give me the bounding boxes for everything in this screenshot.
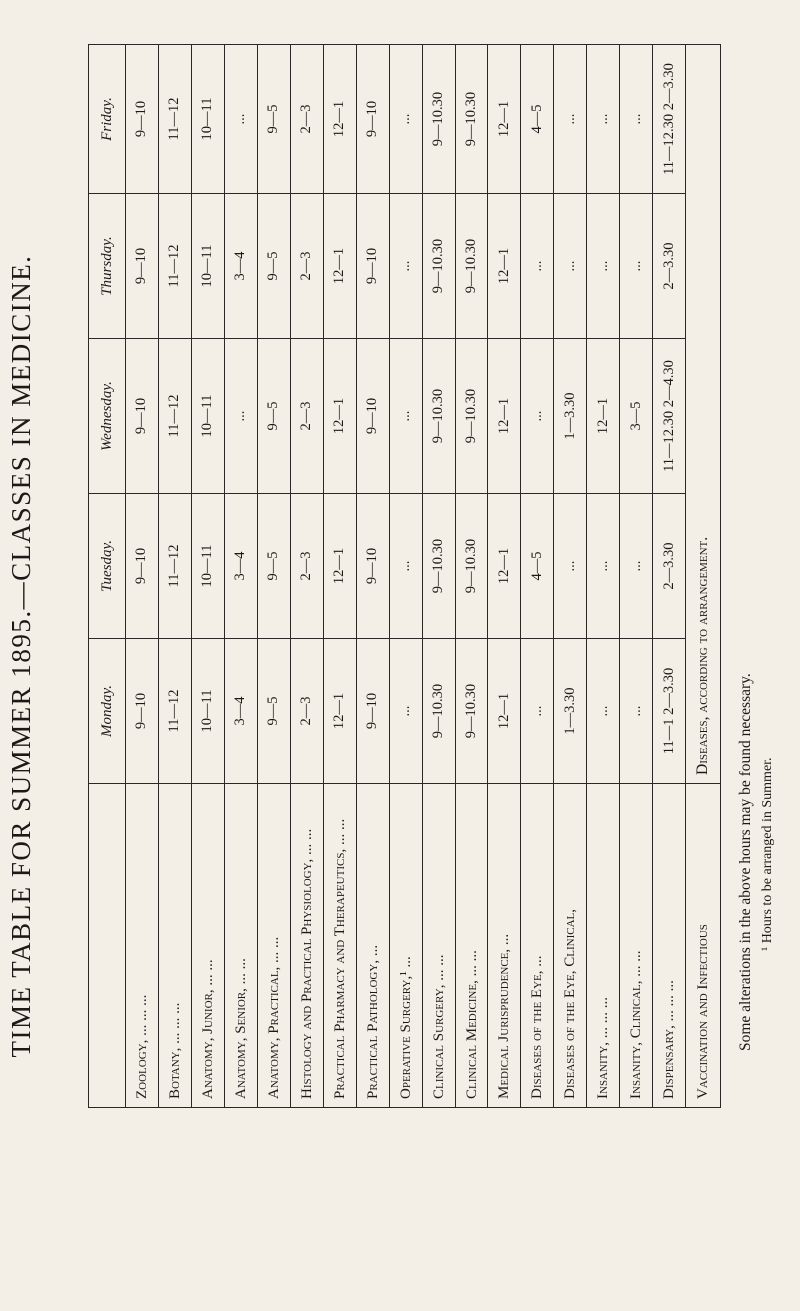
- time-cell-wednesday: 12—1: [323, 339, 356, 494]
- time-cell-friday: 11—12.30 2—3.30: [653, 45, 686, 194]
- time-cell-tuesday: 9—10: [356, 494, 389, 639]
- time-cell-thursday: 9—10: [356, 194, 389, 339]
- subject-cell: Dispensary, ... ... ...: [653, 784, 686, 1108]
- table-row: [653, 45, 686, 1108]
- table-row: [422, 45, 455, 1108]
- time-cell-monday: ...: [521, 639, 554, 784]
- table-row: [488, 45, 521, 1108]
- table-row: [191, 45, 224, 1108]
- time-cell-friday: 9—10.30: [455, 45, 488, 194]
- time-cell-friday: 9—5: [257, 45, 290, 194]
- time-cell-thursday: 11—12: [158, 194, 191, 339]
- time-cell-monday: 9—10.30: [422, 639, 455, 784]
- time-cell-thursday: 9—10.30: [422, 194, 455, 339]
- time-cell-thursday: 2—3.30: [653, 194, 686, 339]
- time-cell-friday: 11—12: [158, 45, 191, 194]
- header-monday: Monday.: [89, 639, 126, 784]
- time-cell-wednesday: 2—3: [290, 339, 323, 494]
- time-cell-tuesday: 9—10.30: [422, 494, 455, 639]
- time-cell-wednesday: 9—10: [356, 339, 389, 494]
- time-cell-tuesday: 9—10: [126, 494, 159, 639]
- table-row: [389, 45, 422, 1108]
- table-row: [521, 45, 554, 1108]
- time-cell-tuesday: 9—5: [257, 494, 290, 639]
- table-row: [158, 45, 191, 1108]
- footnote-hours: ¹ Hours to be arranged in Summer.: [760, 757, 775, 951]
- subject-cell: Insanity, ... ... ...: [587, 784, 620, 1108]
- time-cell-wednesday: ...: [224, 339, 257, 494]
- subject-cell: Clinical Medicine, ... ...: [455, 784, 488, 1108]
- time-cell-tuesday: ...: [389, 494, 422, 639]
- time-cell-monday: ...: [620, 639, 653, 784]
- table-row: [257, 45, 290, 1108]
- time-cell-tuesday: ...: [554, 494, 587, 639]
- time-cell-wednesday: 9—10.30: [422, 339, 455, 494]
- time-cell-tuesday: ...: [587, 494, 620, 639]
- time-cell-tuesday: 4—5: [521, 494, 554, 639]
- time-cell-monday: 1—3.30: [554, 639, 587, 784]
- header-friday: Friday.: [89, 45, 126, 194]
- subject-cell: Anatomy, Junior, ... ...: [191, 784, 224, 1108]
- time-cell-friday: 4—5: [521, 45, 554, 194]
- time-cell-wednesday: ...: [521, 339, 554, 494]
- time-cell-friday: ...: [587, 45, 620, 194]
- time-cell-tuesday: 11—12: [158, 494, 191, 639]
- time-cell-wednesday: 11—12: [158, 339, 191, 494]
- arrangement-note: Diseases, according to arrangement.: [686, 45, 721, 784]
- subject-cell: Anatomy, Senior, ... ...: [224, 784, 257, 1108]
- table-row: [290, 45, 323, 1108]
- time-cell-monday: ...: [587, 639, 620, 784]
- time-cell-tuesday: 2—3: [290, 494, 323, 639]
- header-subject: [89, 784, 126, 1108]
- footnote-alterations: Some alterations in the above hours may be found necessary.: [737, 673, 754, 1051]
- time-cell-monday: ...: [389, 639, 422, 784]
- subject-cell: Practical Pathology, ...: [356, 784, 389, 1108]
- time-cell-thursday: ...: [587, 194, 620, 339]
- time-cell-friday: ...: [620, 45, 653, 194]
- time-cell-monday: 12—1: [488, 639, 521, 784]
- time-cell-thursday: 3—4: [224, 194, 257, 339]
- header-wednesday: Wednesday.: [89, 339, 126, 494]
- time-cell-tuesday: 3—4: [224, 494, 257, 639]
- time-cell-friday: 12—1: [488, 45, 521, 194]
- time-cell-tuesday: 10—11: [191, 494, 224, 639]
- time-cell-wednesday: 12—1: [488, 339, 521, 494]
- time-cell-wednesday: 12—1: [587, 339, 620, 494]
- time-cell-thursday: 9—10: [126, 194, 159, 339]
- table-row: [224, 45, 257, 1108]
- time-cell-friday: 2—3: [290, 45, 323, 194]
- time-cell-monday: 9—10: [356, 639, 389, 784]
- table-row: [587, 45, 620, 1108]
- time-cell-friday: ...: [224, 45, 257, 194]
- time-cell-monday: 12—1: [323, 639, 356, 784]
- time-cell-monday: 9—5: [257, 639, 290, 784]
- time-cell-monday: 10—11: [191, 639, 224, 784]
- subject-cell: Botany, ... ... ...: [158, 784, 191, 1108]
- time-cell-monday: 11—12: [158, 639, 191, 784]
- subject-cell: Vaccination and Infectious: [686, 784, 721, 1108]
- time-cell-monday: 9—10.30: [455, 639, 488, 784]
- time-cell-friday: 12—1: [323, 45, 356, 194]
- time-cell-friday: 10—11: [191, 45, 224, 194]
- time-cell-thursday: 12—1: [323, 194, 356, 339]
- header-thursday: Thursday.: [89, 194, 126, 339]
- time-cell-thursday: ...: [554, 194, 587, 339]
- last-row: [686, 45, 721, 1108]
- subject-cell: Clinical Surgery, ... ...: [422, 784, 455, 1108]
- time-cell-tuesday: 12—1: [323, 494, 356, 639]
- time-cell-tuesday: 12—1: [488, 494, 521, 639]
- time-cell-wednesday: 9—10.30: [455, 339, 488, 494]
- header-row: [89, 45, 126, 1108]
- time-cell-wednesday: 9—5: [257, 339, 290, 494]
- subject-cell: Histology and Practical Physiology, ... ...: [290, 784, 323, 1108]
- subject-cell: Diseases of the Eye, Clinical,: [554, 784, 587, 1108]
- page-title: TIME TABLE FOR SUMMER 1895.—CLASSES IN MEDICINE.: [6, 254, 36, 1058]
- time-cell-friday: 9—10.30: [422, 45, 455, 194]
- time-cell-thursday: 9—5: [257, 194, 290, 339]
- time-cell-thursday: 9—10.30: [455, 194, 488, 339]
- time-cell-wednesday: 10—11: [191, 339, 224, 494]
- header-tuesday: Tuesday.: [89, 494, 126, 639]
- time-cell-friday: 9—10: [126, 45, 159, 194]
- time-cell-tuesday: 2—3.30: [653, 494, 686, 639]
- time-cell-thursday: ...: [521, 194, 554, 339]
- table-row: [455, 45, 488, 1108]
- time-cell-thursday: ...: [389, 194, 422, 339]
- time-cell-thursday: 2—3: [290, 194, 323, 339]
- time-cell-wednesday: ...: [389, 339, 422, 494]
- table-row: [356, 45, 389, 1108]
- time-cell-thursday: 12—1: [488, 194, 521, 339]
- time-cell-monday: 3—4: [224, 639, 257, 784]
- time-cell-wednesday: 3—5: [620, 339, 653, 494]
- table-row: [620, 45, 653, 1108]
- time-cell-wednesday: 1—3.30: [554, 339, 587, 494]
- time-cell-wednesday: 9—10: [126, 339, 159, 494]
- time-cell-tuesday: 9—10.30: [455, 494, 488, 639]
- subject-cell: Zoology, ... ... ...: [126, 784, 159, 1108]
- timetable: [88, 44, 721, 1108]
- subject-cell: Operative Surgery,¹ ...: [389, 784, 422, 1108]
- time-cell-monday: 2—3: [290, 639, 323, 784]
- time-cell-wednesday: 11—12.30 2—4.30: [653, 339, 686, 494]
- time-cell-friday: ...: [389, 45, 422, 194]
- time-cell-thursday: 10—11: [191, 194, 224, 339]
- time-cell-monday: 11—1 2—3.30: [653, 639, 686, 784]
- time-cell-monday: 9—10: [126, 639, 159, 784]
- table-row: [323, 45, 356, 1108]
- subject-cell: Diseases of the Eye, ...: [521, 784, 554, 1108]
- subject-cell: Anatomy, Practical, ... ...: [257, 784, 290, 1108]
- subject-cell: Insanity, Clinical, ... ...: [620, 784, 653, 1108]
- subject-cell: Practical Pharmacy and Therapeutics, ... ...: [323, 784, 356, 1108]
- subject-cell: Medical Jurisprudence, ...: [488, 784, 521, 1108]
- table-row: [554, 45, 587, 1108]
- time-cell-tuesday: ...: [620, 494, 653, 639]
- time-cell-thursday: ...: [620, 194, 653, 339]
- table-row: [126, 45, 159, 1108]
- time-cell-friday: ...: [554, 45, 587, 194]
- time-cell-friday: 9—10: [356, 45, 389, 194]
